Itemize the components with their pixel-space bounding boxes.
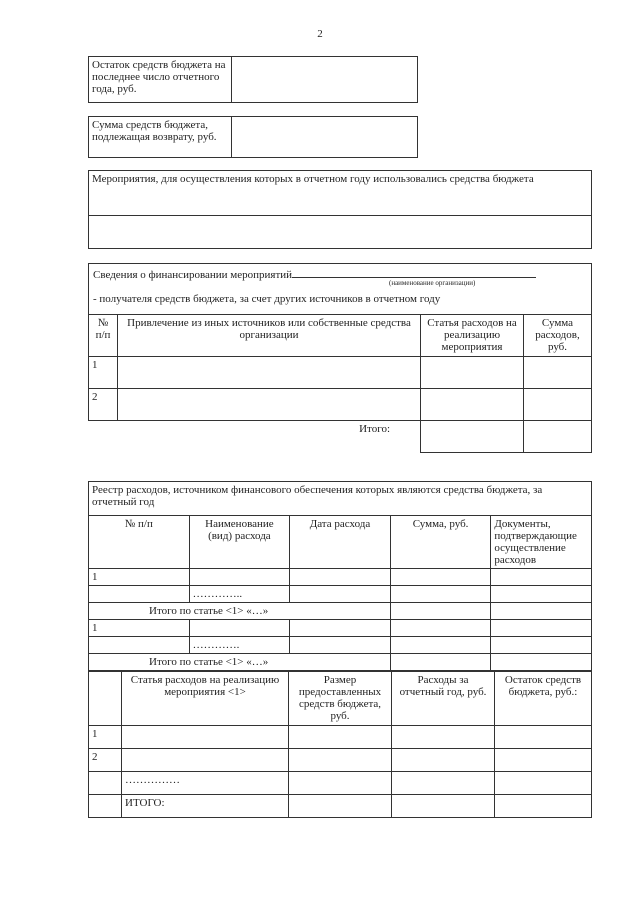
cell[interactable] [491,603,592,620]
financing-header-num: № п/п [89,315,118,357]
activities-table [88,170,592,249]
refund-value[interactable] [232,117,418,158]
financing-subtitle: - получателя средств бюджета, за счет других источников в отчетном году [93,293,441,305]
cell[interactable] [390,586,491,603]
cell[interactable] [290,586,391,603]
registry-header-docs: Документы, подтверждающие осуществление расходов [491,516,592,569]
cell[interactable] [491,586,592,603]
cell[interactable] [495,749,592,772]
summary-header-article: Статья расходов на реализацию мероприятия <1> [122,672,289,726]
subtotal-label: Итого по статье <1> «…» [89,654,391,671]
cell[interactable] [491,654,592,671]
balance-label: Остаток средств бюджета на последнее число отчетного года, руб. [89,57,232,103]
organization-name-line[interactable] [292,267,536,278]
cell[interactable] [390,569,491,586]
cell[interactable] [491,569,592,586]
table-row [89,357,592,389]
row-number: 1 [89,726,122,749]
cell[interactable] [524,389,592,421]
cell[interactable] [289,795,392,818]
summary-header-provided: Размер предоставленных средств бюджета, руб. [289,672,392,726]
cell[interactable] [524,421,592,453]
summary-header-balance: Остаток средств бюджета, руб.: [495,672,592,726]
cell[interactable] [290,637,391,654]
total-row [89,795,592,818]
financing-total-label: Итого: [359,423,390,435]
cell[interactable] [390,654,491,671]
registry-header-num: № п/п [89,516,190,569]
cell[interactable] [118,389,421,421]
refund-label: Сумма средств бюджета, подлежащая возврату, руб. [89,117,232,158]
cell[interactable] [290,569,391,586]
registry-title: Реестр расходов, источником финансового обеспечения которых являются средства бюджета, за отчетный год [89,482,592,516]
organization-caption: (наименование организации) [389,279,476,287]
registry-header-sum: Сумма, руб. [390,516,491,569]
row-number: 1 [89,620,190,637]
cell[interactable] [392,795,495,818]
financing-table [88,314,592,453]
table-row [89,389,592,421]
financing-header-sum: Сумма расходов, руб. [524,315,592,357]
summary-total-label: ИТОГО: [122,795,289,818]
financing-header-article: Статья расходов на реализацию мероприятия [421,315,524,357]
cell[interactable] [392,749,495,772]
table-row [89,637,592,654]
page-number: 2 [317,28,323,40]
row-number: 1 [89,357,118,389]
summary-header-expenses: Расходы за отчетный год, руб. [392,672,495,726]
cell[interactable] [392,772,495,795]
cell[interactable] [495,795,592,818]
cell[interactable] [495,726,592,749]
table-row [89,586,592,603]
total-row [89,421,592,453]
cell[interactable] [189,569,290,586]
refund-table [88,116,418,158]
row-number: 2 [89,749,122,772]
registry-table [88,481,592,671]
table-row [89,726,592,749]
summary-header-num [89,672,122,726]
cell[interactable] [390,637,491,654]
cell[interactable] [122,726,289,749]
registry-header-date: Дата расхода [290,516,391,569]
ellipsis: …………… [122,772,289,795]
subtotal-label: Итого по статье <1> «…» [89,603,391,620]
subtotal-row [89,654,592,671]
subtotal-row [89,603,592,620]
financing-title: Сведения о финансировании мероприятий [93,269,293,281]
row-number: 2 [89,389,118,421]
cell[interactable] [495,772,592,795]
summary-table [88,671,592,818]
cell[interactable] [118,357,421,389]
cell[interactable] [390,603,491,620]
balance-value[interactable] [232,57,418,103]
ellipsis: …………. [189,637,290,654]
table-row [89,620,592,637]
cell[interactable] [491,637,592,654]
table-row [89,569,592,586]
cell[interactable] [421,357,524,389]
cell[interactable] [289,772,392,795]
cell[interactable] [524,357,592,389]
cell[interactable] [491,620,592,637]
cell[interactable] [421,421,524,453]
activities-label: Мероприятия, для осуществления которых в отчетном году использовались средства бюджета [89,171,592,216]
balance-table [88,56,418,103]
cell[interactable] [289,749,392,772]
row-number: 1 [89,569,190,586]
cell[interactable] [189,620,290,637]
activities-value[interactable] [89,216,592,249]
table-row [89,749,592,772]
cell[interactable] [421,389,524,421]
cell[interactable] [290,620,391,637]
cell[interactable] [122,749,289,772]
ellipsis: ………….. [189,586,290,603]
financing-header [88,263,592,315]
financing-header-source: Привлечение из иных источников или собственные средства организации [118,315,421,357]
cell[interactable] [390,620,491,637]
registry-header-name: Наименование (вид) расхода [189,516,290,569]
table-row [89,772,592,795]
cell[interactable] [392,726,495,749]
cell[interactable] [289,726,392,749]
